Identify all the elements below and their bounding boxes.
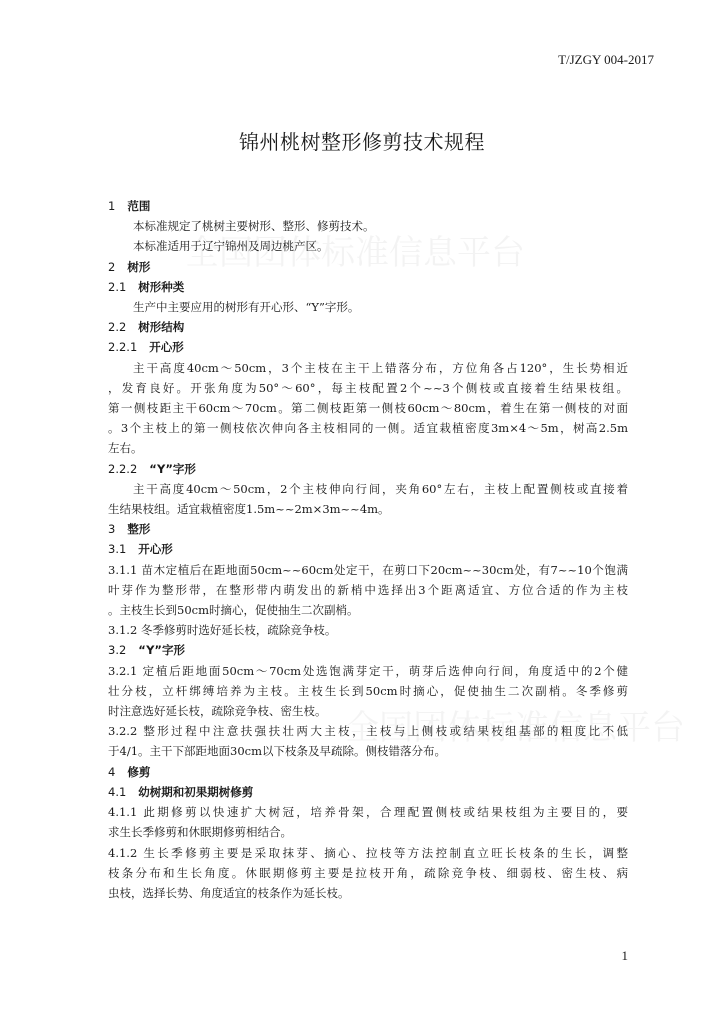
section-heading: [108, 519, 628, 539]
text-line: 于4/1。主干下部距地面30cm以下枝条及早疏除。侧枝错落分布。: [108, 744, 446, 759]
text-line: 虫枝，选择长势、角度适宜的枝条作为延长枝。: [108, 885, 350, 900]
section-number: 3.2: [108, 643, 127, 658]
document-title: 锦州桃树整形修剪技术规程: [239, 130, 485, 154]
text-line: 3.1.1 苗木定植后在距地面50cm~~60cm处定干，在剪口下20cm~~30cm处，有7~~10个饱满: [108, 562, 628, 577]
text-line: 第一侧枝距主干60cm～70cm。第二侧枝距第一侧枝60cm～80cm，着生在第一侧枝的对面: [108, 401, 628, 416]
section-number: 3: [108, 522, 116, 537]
text-line: 本标准适用于辽宁锦州及周边桃产区。: [133, 239, 329, 254]
section-title: 树形: [127, 259, 151, 274]
text-line: 生结果枝组。适宜栽植密度1.5m~~2m×3m~~4m。: [108, 502, 390, 517]
section-heading: [108, 762, 628, 782]
text-line: 主干高度40cm～50cm，3个主枝在主干上错落分布，方位角各占120°，生长势相近: [133, 360, 628, 375]
section-heading: [108, 539, 628, 559]
section-title: “Y”字形: [149, 461, 196, 476]
standard-code: T/JZGY 004-2017: [558, 52, 654, 67]
section-heading: [108, 782, 628, 802]
text-line: 左右。: [108, 441, 143, 456]
section-number: 2.1: [108, 279, 127, 294]
section-heading: [108, 459, 628, 479]
section-heading: [108, 277, 628, 297]
section-title: 修剪: [127, 764, 151, 779]
text-line: 生产中主要应用的树形有开心形、“Y”字形。: [133, 300, 360, 315]
section-number: 4: [108, 764, 116, 779]
section-heading: [108, 640, 628, 660]
text-line: 叶芽作为整形带，在整形带内萌发出的新梢中选择出3个距离适宜、方位合适的作为主枝: [108, 582, 628, 597]
section-title: 整形: [127, 522, 151, 537]
text-line: 4.1.2 生长季修剪主要是采取抹芽、摘心、拉枝等方法控制直立旺长枝条的生长，调整: [108, 845, 628, 860]
text-line: 3.1.2 冬季修剪时选好延长枝，疏除竞争枝。: [108, 623, 337, 638]
document-body: [108, 196, 628, 903]
section-title: 树形结构: [138, 320, 185, 335]
section-number: 3.1: [108, 542, 127, 557]
section-number: 2.2.1: [108, 340, 138, 355]
section-number: 4.1: [108, 784, 127, 799]
section-number: 2.2: [108, 320, 127, 335]
section-title: 树形种类: [138, 279, 185, 294]
section-number: 2.2.2: [108, 461, 138, 476]
text-line: 。主枝生长到50cm时摘心，促使抽生二次副梢。: [108, 603, 359, 618]
section-title: 开心形: [138, 542, 173, 557]
section-heading: [108, 257, 628, 277]
text-line: 枝条分布和生长角度。休眠期修剪主要是拉枝开角，疏除竞争枝、细弱枝、密生枝、病: [108, 865, 628, 880]
text-line: 求生长季修剪和休眠期修剪相结合。: [108, 825, 292, 840]
text-line: 壮分枝，立杆绑缚培养为主枝。主枝生长到50cm时摘心，促使抽生二次副梢。冬季修剪: [108, 683, 628, 698]
section-heading: [108, 317, 628, 337]
section-title: 幼树期和初果期树修剪: [138, 784, 254, 799]
section-heading: [108, 196, 628, 216]
section-title: 开心形: [149, 340, 184, 355]
page-number: 1: [621, 948, 628, 963]
text-line: 。3个主枝上的第一侧枝依次伸向各主枝相同的一侧。适宜栽植密度3m×4～5m，树高2.5m: [108, 421, 628, 436]
text-line: 主干高度40cm～50cm，2个主枝伸向行间，夹角60°左右，主枝上配置侧枝或直接着: [133, 481, 628, 496]
text-line: 3.2.2 整形过程中注意扶强扶壮两大主枝，主枝与上侧枝或结果枝组基部的粗度比不低: [108, 724, 628, 739]
section-number: 2: [108, 259, 116, 274]
section-heading: [108, 337, 628, 357]
text-line: 4.1.1 此期修剪以快速扩大树冠，培养骨架，合理配置侧枝或结果枝组为主要目的，要: [108, 805, 628, 820]
text-line: 3.2.1 定植后距地面50cm～70cm处选饱满芽定干，萌芽后选伸向行间，角度适中的2个健: [108, 663, 628, 678]
section-title: 范围: [127, 199, 151, 213]
section-title: “Y”字形: [138, 643, 185, 658]
text-line: 本标准规定了桃树主要树形、整形、修剪技术。: [133, 219, 375, 234]
section-number: 1: [108, 199, 116, 213]
text-line: 时注意选好延长枝，疏除竞争枝、密生枝。: [108, 704, 327, 719]
text-line: ，发育良好。开张角度为50°～60°，每主枝配置2个~~3个侧枝或直接着生结果枝组。: [108, 380, 628, 395]
